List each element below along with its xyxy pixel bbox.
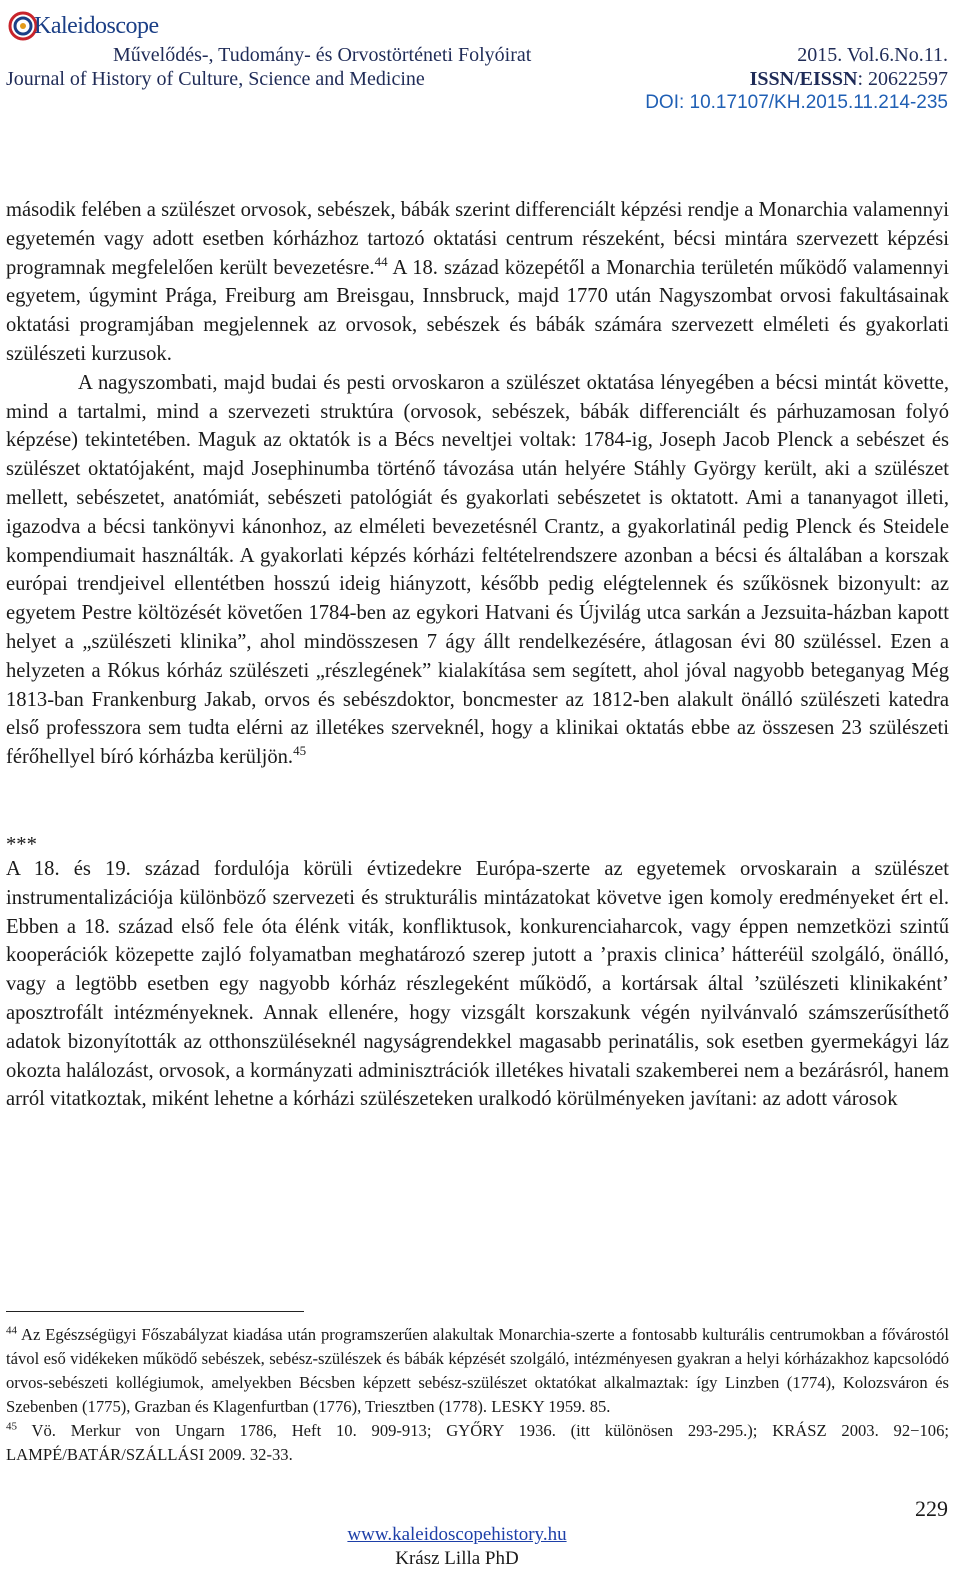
issn-label: ISSN/EISSN xyxy=(749,68,858,90)
footnotes xyxy=(6,1323,949,1467)
footnote-ref-44[interactable]: 44 xyxy=(374,253,388,269)
journal-title-english: Journal of History of Culture, Science and Medicine xyxy=(6,68,425,90)
journal-header xyxy=(0,0,960,118)
footnote-divider xyxy=(6,1311,304,1312)
paragraph-1-continuation: A 18. század közepétől a Monarchia területén működő valamennyi egyetem, úgymint Prága, Freiburg am Breisgau, Innsbruck, majd 1770 után Nagyszombat orvosi fakultásainak oktatási programjában megjelennek az orvosok, sebészek és bábák számára szervezett elméleti és gyakorlati szülészeti kurzusok. xyxy=(6,256,949,365)
website-link[interactable]: www.kaleidoscopehistory.hu xyxy=(347,1524,567,1545)
paragraph-1 xyxy=(6,196,949,369)
journal-title-hungarian: Művelődés-, Tudomány- és Orvostörténeti Folyóirat xyxy=(113,44,532,66)
footnote-45 xyxy=(6,1419,949,1467)
footnote-number: 45 xyxy=(6,1420,17,1433)
section-separator: *** xyxy=(6,833,37,856)
volume-info: 2015. Vol.6.No.11. xyxy=(797,44,948,66)
doi-link[interactable]: DOI: 10.17107/KH.2015.11.214-235 xyxy=(645,92,948,113)
paragraph-1-text: második felében a szülészet orvosok, sebészek, bábák szerint differenciált képzési rendje a Monarchia valamennyi egyetemén vagy adott esetben kórházhoz tartozó oktatási centrum részeként, bécsi mintára szervezett képzési programnak megfelelően került bevezetésre. xyxy=(6,199,949,279)
paragraph-3: A 18. és 19. század fordulója körüli évtizedekre Európa-szerte az egyetemek orvoskarain a szülészet instrumentalizációja különböző szervezeti és strukturális mintázatokat követve igen komoly eredményeket ért el. Ebben a 18. század első fele óta élénk viták, konfliktusok, konkurenciaharcok, vagy éppen nemzetközi szintű kooperációk közepette zajló folyamatban meghatározó szerep jutott a ’praxis clinica’ hátteréül szolgáló, önálló, vagy a legtöbb esetben egy nagyobb kórház részlegeként működő, a kortársak által ’szülészeti klinikaként’ aposztrofált intézményeknek. Annak ellenére, hogy vizsgált korszakunk végén nyilvánvaló számszerűsíthető adatok bizonyították az otthonszüléseknél nagyságrendekkel magasabb perinatális, sok esetben gyermekágyi láz okozta halálozást, orvosok, a kormányzati adminisztrációk illetékes hivatali szakemberei nem a bezárásról, hanem arról vitatkoztak, miként lehetne a kórházi szülészeteken uralkodó körülményeken javítani: az adott városok xyxy=(6,857,949,1111)
footnote-text: Az Egészségügyi Főszabályzat kiadása után programszerűen alakultak Monarchia-szerte a fontosabb kulturális centrumokban a fővárostól távol eső vidékeken működő sebészek, sebész-szülészek és bábák képzését szolgáló, intézményesen gyakran a helyi kórházakhoz kapcsolódó orvos-sebészeti kollégiumok, amelyekben Bécsben képzett sebész-szülészet oktatókat alkalmaztak: így Linzben (1774), Kolozsváron és Szebenben (1775), Grazban és Klagenfurtban (1776), Triesztben (1778). LESKY 1959. 85. xyxy=(6,1325,949,1416)
footnote-44 xyxy=(6,1323,949,1419)
paragraph-2-text: A nagyszombati, majd budai és pesti orvoskaron a szülészet oktatása lényegében a bécsi mintát követte, mind a tartalmi, mind a szervezeti struktúra (orvosok, sebészek, bábák differenciált és párhuzamosan folyó képzése) tekintetében. Maguk az oktatók is a Bécs neveltjei voltak: 1784-ig, Joseph Jacob Plenck a sebészet és szülészet oktatójaként, majd Josephinumba történő távozása után helyére Stáhly György került, aki a szülészet mellett, sebészetet, anatómiát, sebészeti patológiát és gyakorlati sebészetet is oktatott. Ami a tananyagot illeti, igazodva a bécsi tankönyvi kánonhoz, az elméleti bevezetésnél Crantz, a gyakorlatinál pedig Plenck és Steidele kompendiumait használták. A gyakorlati képzés kórházi feltételrendszere azonban a bécsi és általában a korszak európai trendjeivel ellentétben hosszú ideig hiányzott, később pedig elégtelennek és szűkösnek bizonyult: az egyetem Pestre költözését követően 1784-ben az egykori Hatvani és Újvilág utca sarkán a Jezsuita-házban kapott helyet a „szülészeti klinika”, ahol mindösszesen 7 ágy állt rendelkezésére, átlagosan évi 80 szüléssel. Ezen a helyzeten a Rókus kórház szülészeti „részlegének” kialakítása sem segített, ahol jóval nagyobb beteganyag Még 1813-ban Frankenburg Jakab, orvos és sebészdoktor, boncmester az 1812-ben alakult önálló szülészeti katedra első professzora sem tudta elérni az illetékes szerveknél, hogy a klinikai oktatás ebbe az összesen 23 szülészeti férőhellyel bíró kórházba kerüljön. xyxy=(6,371,949,769)
page-number: 229 xyxy=(915,1496,948,1521)
kaleidoscope-logo[interactable] xyxy=(6,8,159,44)
author-name: Krász Lilla PhD xyxy=(395,1548,519,1569)
issn-value: : 20622597 xyxy=(857,68,948,90)
article-body xyxy=(6,196,949,1114)
logo-text: Kaleidoscope xyxy=(34,12,159,39)
footnote-ref-45[interactable]: 45 xyxy=(293,743,307,759)
footnote-text: Vö. Merkur von Ungarn 1786, Heft 10. 909-913; GYŐRY 1936. (itt különösen 293-295.); KRÁSZ 2003. 92−106; LAMPÉ/BATÁR/SZÁLLÁSI 2009. 32-33. xyxy=(6,1421,949,1464)
footnote-number: 44 xyxy=(6,1324,17,1337)
issn-info xyxy=(750,68,948,91)
paragraph-2 xyxy=(6,369,949,772)
